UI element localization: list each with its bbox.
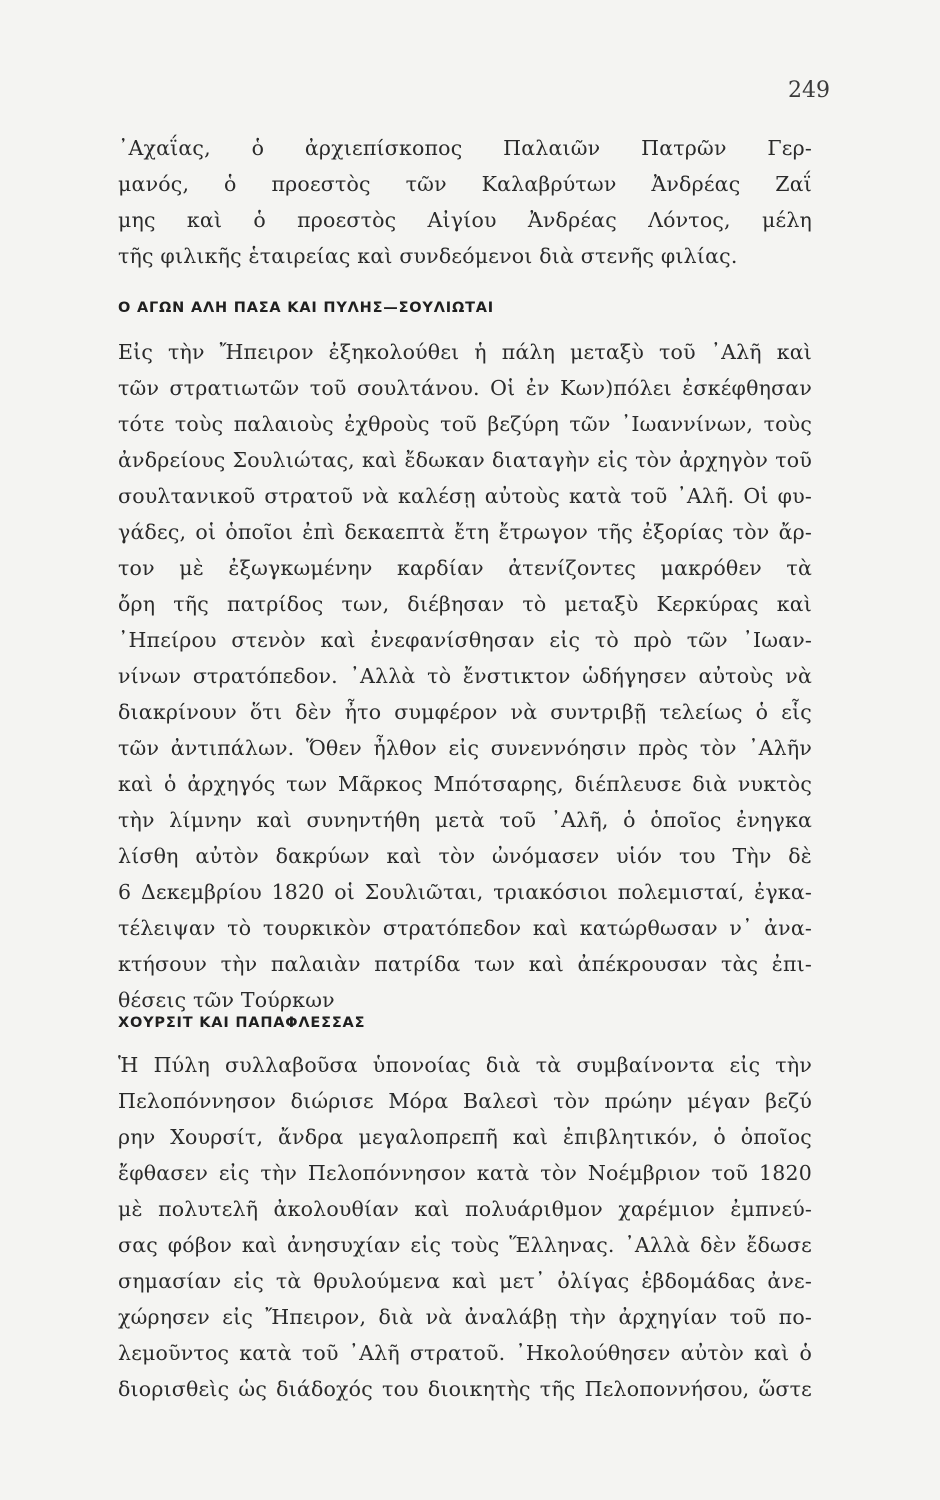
text-line: 6 Δεκεμβρίου 1820 οἱ Σουλιῶται, τριακόσιοι πολεμισταί, ἐγκα- [118,880,812,904]
text-line: λίσθη αὐτὸν δακρύων καὶ τὸν ὠνόμασεν υἱόν του Τὴν δὲ [118,844,812,868]
text-line: χώρησεν εἰς Ἤπειρον, διὰ νὰ ἀναλάβῃ τὴν ἀρχηγίαν τοῦ πο- [118,1305,812,1329]
text-line: ὄρη τῆς πατρίδος των, διέβησαν τὸ μεταξὺ Κερκύρας καὶ [118,592,812,616]
text-line: ᾿Ηπείρου στενὸν καὶ ἐνεφανίσθησαν εἰς τὸ πρὸ τῶν ᾿Ιωαν- [118,628,812,652]
text-line: ἔφθασεν εἰς τὴν Πελοπόννησον κατὰ τὸν Νοέμβριον τοῦ 1820 [118,1161,812,1185]
text-line: ᾿Αχαΐας, ὁ ἀρχιεπίσκοπος Παλαιῶν Πατρῶν Γερ- [118,136,812,160]
text-line: τῶν ἀντιπάλων. Ὅθεν ἦλθον εἰς συνεννόησιν πρὸς τὸν ᾿Αλῆν [118,736,812,760]
text-line: λεμοῦντος κατὰ τοῦ ᾿Αλῆ στρατοῦ. ᾿Ηκολούθησεν αὐτὸν καὶ ὁ [118,1341,812,1365]
text-line: σημασίαν εἰς τὰ θρυλούμενα καὶ μετ᾿ ὀλίγας ἑβδομάδας ἀνε- [118,1269,812,1293]
text-line: τέλειψαν τὸ τουρκικὸν στρατόπεδον καὶ κατώρθωσαν ν᾿ ἀνα- [118,916,812,940]
text-line: νίνων στρατόπεδον. ᾿Αλλὰ τὸ ἔνστικτον ὡδήγησεν αὐτοὺς νὰ [118,664,812,688]
text-line: ἀνδρείους Σουλιώτας, καὶ ἔδωκαν διαταγὴν εἰς τὸν ἀρχηγὸν τοῦ [118,448,812,472]
text-line: Πελοπόννησον διώρισε Μόρα Βαλεσὶ τὸν πρώην μέγαν βεζύ [118,1089,812,1113]
text-line: θέσεις τῶν Τούρκων [118,988,335,1012]
text-line: Εἰς τὴν Ἤπειρον ἐξηκολούθει ἡ πάλη μεταξὺ τοῦ ᾿Αλῆ καὶ [118,340,812,364]
text-line: μανός, ὁ προεστὸς τῶν Καλαβρύτων Ἀνδρέας Ζαΐ [118,172,812,196]
page-number: 249 [788,78,830,103]
text-line: τῆς φιλικῆς ἑταιρείας καὶ συνδεόμενοι διὰ στενῆς φιλίας. [118,244,738,268]
text-line: Ἡ Πύλη συλλαβοῦσα ὑπονοίας διὰ τὰ συμβαίνοντα εἰς τὴν [118,1053,812,1077]
text-line: σουλτανικοῦ στρατοῦ νὰ καλέσῃ αὐτοὺς κατὰ τοῦ ᾿Αλῆ. Οἱ φυ- [118,484,812,508]
text-line: μὲ πολυτελῆ ἀκολουθίαν καὶ πολυάριθμον χαρέμιον ἐμπνεύ- [118,1197,812,1221]
paragraph-chursit [118,1047,812,1407]
text-line: διακρίνουν ὅτι δὲν ἦτο συμφέρον νὰ συντριβῇ τελείως ὁ εἷς [118,700,812,724]
opening-paragraph [118,130,812,274]
text-line: διορισθεὶς ὡς διάδοχός του διοικητὴς τῆς Πελοποννήσου, ὥστε [118,1377,812,1401]
text-line: καὶ ὁ ἀρχηγός των Μᾶρκος Μπότσαρης, διέπλευσε διὰ νυκτὸς [118,772,812,796]
text-line: σας φόβον καὶ ἀνησυχίαν εἰς τοὺς Ἕλληνας. ᾿Αλλὰ δὲν ἔδωσε [118,1233,812,1257]
section-heading-ali-pasha: Ο ΑΓΩΝ ΑΛΗ ΠΑΣΑ ΚΑΙ ΠΥΛΗΣ—ΣΟΥΛΙΩΤΑΙ [118,300,494,316]
text-line: τῶν στρατιωτῶν τοῦ σουλτάνου. Οἱ ἐν Κων)πόλει ἐσκέφθησαν [118,376,812,400]
text-line: τον μὲ ἐξωγκωμένην καρδίαν ἀτενίζοντες μακρόθεν τὰ [118,556,812,580]
text-line: τότε τοὺς παλαιοὺς ἐχθροὺς τοῦ βεζύρη τῶν ᾿Ιωαννίνων, τοὺς [118,412,812,436]
section-heading-chursit: ΧΟΥΡΣΙΤ ΚΑΙ ΠΑΠΑΦΛΕΣΣΑΣ [118,1015,366,1031]
text-line: ρην Χουρσίτ, ἄνδρα μεγαλοπρεπῆ καὶ ἐπιβλητικόν, ὁ ὁποῖος [118,1125,812,1149]
text-line: γάδες, οἱ ὁποῖοι ἐπὶ δεκαεπτὰ ἔτη ἔτρωγον τῆς ἐξορίας τὸν ἄρ- [118,520,812,544]
paragraph-ali-pasha [118,334,812,1018]
text-line: τὴν λίμνην καὶ συνηντήθη μετὰ τοῦ ᾿Αλῆ, ὁ ὁποῖος ἐνηγκα [118,808,812,832]
text-line: κτήσουν τὴν παλαιὰν πατρίδα των καὶ ἀπέκρουσαν τὰς ἐπι- [118,952,812,976]
text-line: μης καὶ ὁ προεστὸς Αἰγίου Ἀνδρέας Λόντος, μέλη [118,208,812,232]
